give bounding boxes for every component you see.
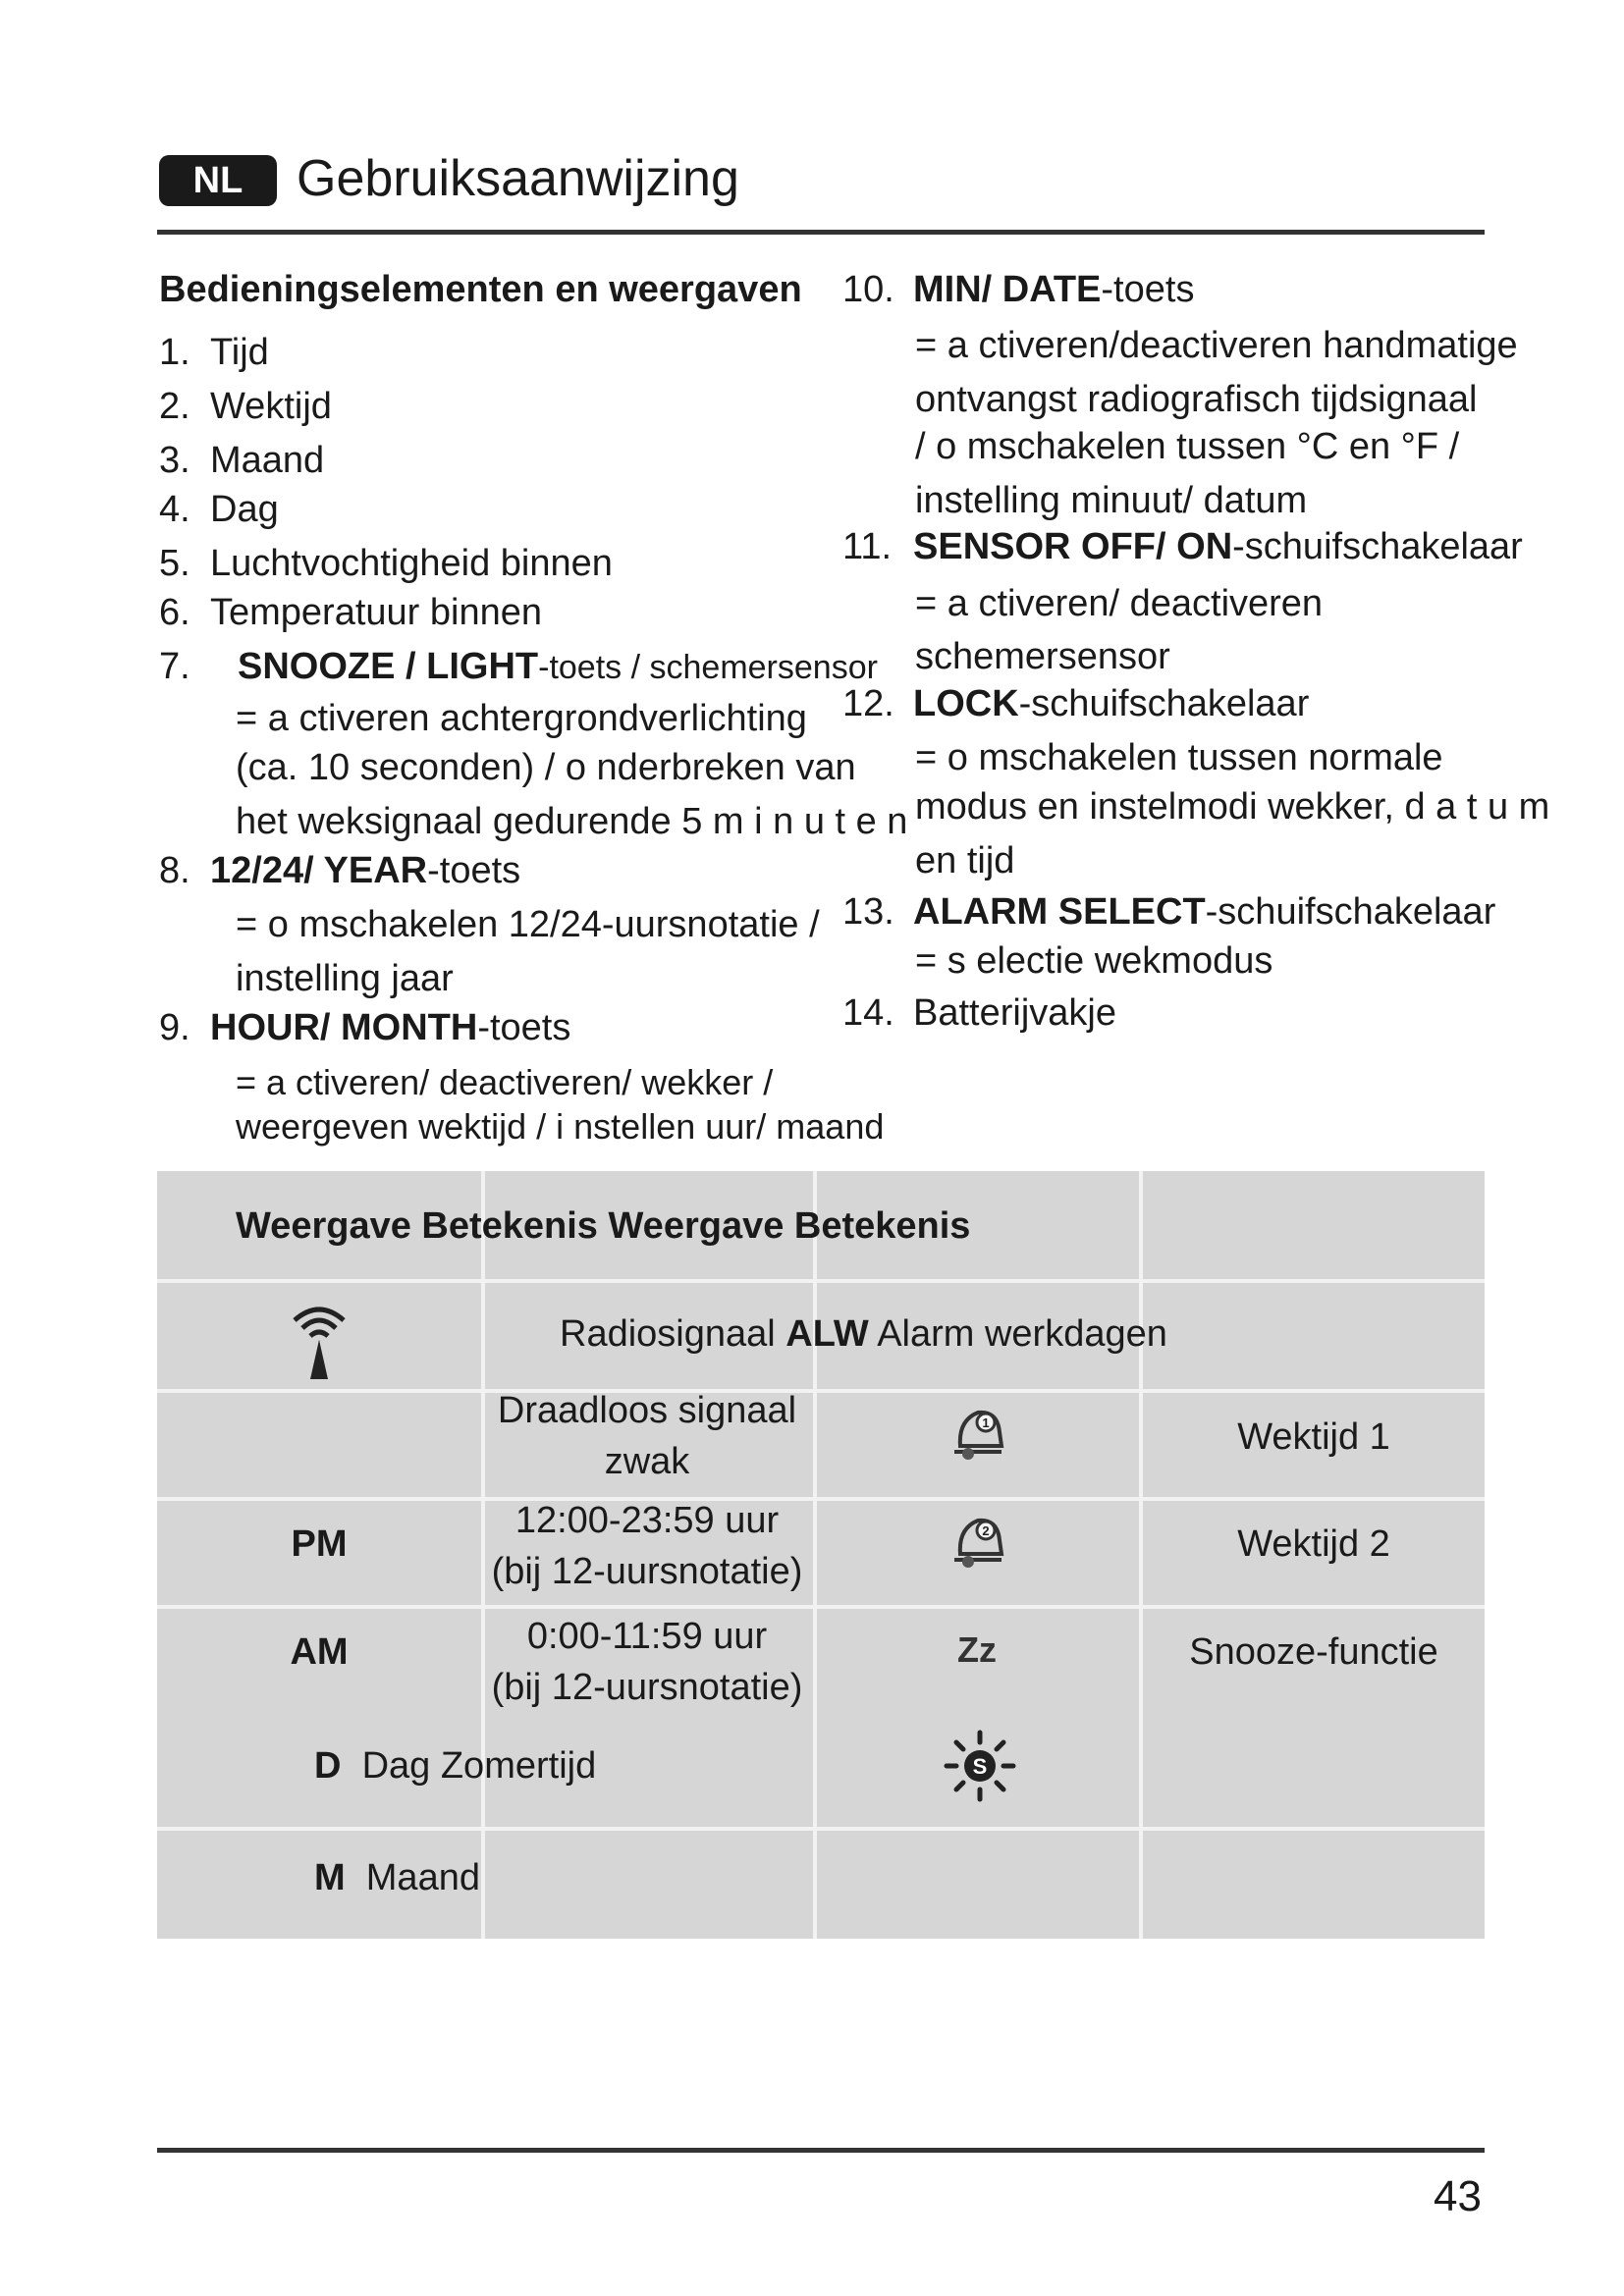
svg-text:2: 2 [982, 1523, 990, 1538]
table-row-2-meaning-2: Wektijd 1 [1237, 1416, 1390, 1458]
table-header: Weergave Betekenis Weergave Betekenis [236, 1205, 971, 1247]
svg-text:S: S [972, 1754, 988, 1779]
table-row-6-text: M Maand [314, 1857, 480, 1898]
symbol-table [157, 1171, 1485, 1939]
table-row-divider [157, 1605, 1485, 1609]
item-10-desc-line: instelling minuut/ datum [915, 480, 1308, 521]
item-11-desc-line: schemersensor [915, 636, 1170, 677]
summertime-sun-icon [943, 1729, 1017, 1803]
table-row-2-meaning: Draadloos signaal zwak [497, 1390, 797, 1482]
header-divider [157, 230, 1485, 235]
svg-text:1: 1 [982, 1415, 990, 1430]
item-9-desc-line: = a ctiveren/ deactiveren/ wekker / [236, 1062, 774, 1102]
item-7-desc-line: (ca. 10 seconden) / o nderbreken van [236, 747, 856, 788]
table-row-divider [157, 1497, 1485, 1501]
table-row-4-symbol: AM [290, 1631, 349, 1673]
section-heading: Bedieningselementen en weergaven [159, 269, 802, 310]
table-row-divider [157, 1389, 1485, 1393]
alarm-1-icon [950, 1403, 1005, 1462]
item-12-desc-line: modus en instelmodi wekker, d a t u m [915, 786, 1550, 828]
table-row-4-meaning: 0:00-11:59 uur (bij 12-uursnotatie) [491, 1616, 803, 1708]
item-12-desc-line: = o mschakelen tussen normale [915, 737, 1443, 778]
table-row-4-meaning-2: Snooze-functie [1189, 1631, 1438, 1673]
item-9-desc-line: weergeven wektijd / i nstellen uur/ maand [236, 1106, 885, 1147]
language-badge: NL [159, 155, 277, 206]
table-row-3-meaning: 12:00-23:59 uur (bij 12-uursnotatie) [491, 1500, 803, 1592]
item-10-desc-line: / o mschakelen tussen °C en °F / [915, 426, 1460, 467]
table-row-divider [157, 1827, 1485, 1831]
footer-divider [157, 2148, 1485, 2153]
item-12-desc-line: en tijd [915, 840, 1015, 881]
table-row-3-symbol: PM [291, 1523, 348, 1565]
table-row-divider [157, 1279, 1485, 1283]
wireless-signal-icon [304, 1338, 334, 1381]
snooze-zz-icon: Zz [957, 1629, 997, 1670]
table-row-3-meaning-2: Wektijd 2 [1237, 1523, 1390, 1565]
item-13-desc-line: = s electie wekmodus [915, 940, 1273, 982]
alarm-2-icon [950, 1511, 1005, 1570]
item-7-desc-line: = a ctiveren achtergrondverlichting [236, 698, 807, 739]
item-10-desc-line: ontvangst radiografisch tijdsignaal [915, 379, 1478, 420]
item-10-desc-line: = a ctiveren/deactiveren handmatige [915, 325, 1518, 366]
page-title: Gebruiksaanwijzing [297, 150, 739, 207]
item-8-desc-line: = o mschakelen 12/24-uursnotatie / [236, 904, 820, 945]
table-row-1-text: Radiosignaal ALW Alarm werkdagen [560, 1313, 1167, 1355]
item-11-desc-line: = a ctiveren/ deactiveren [915, 583, 1324, 624]
table-col-divider [813, 1171, 817, 1939]
item-8-desc-line: instelling jaar [236, 958, 454, 999]
page-number: 43 [1434, 2172, 1482, 2220]
table-row-5-text: D Dag Zomertijd [314, 1745, 597, 1787]
item-7-desc-line: het weksignaal gedurende 5 m i n u t e n [236, 801, 908, 842]
